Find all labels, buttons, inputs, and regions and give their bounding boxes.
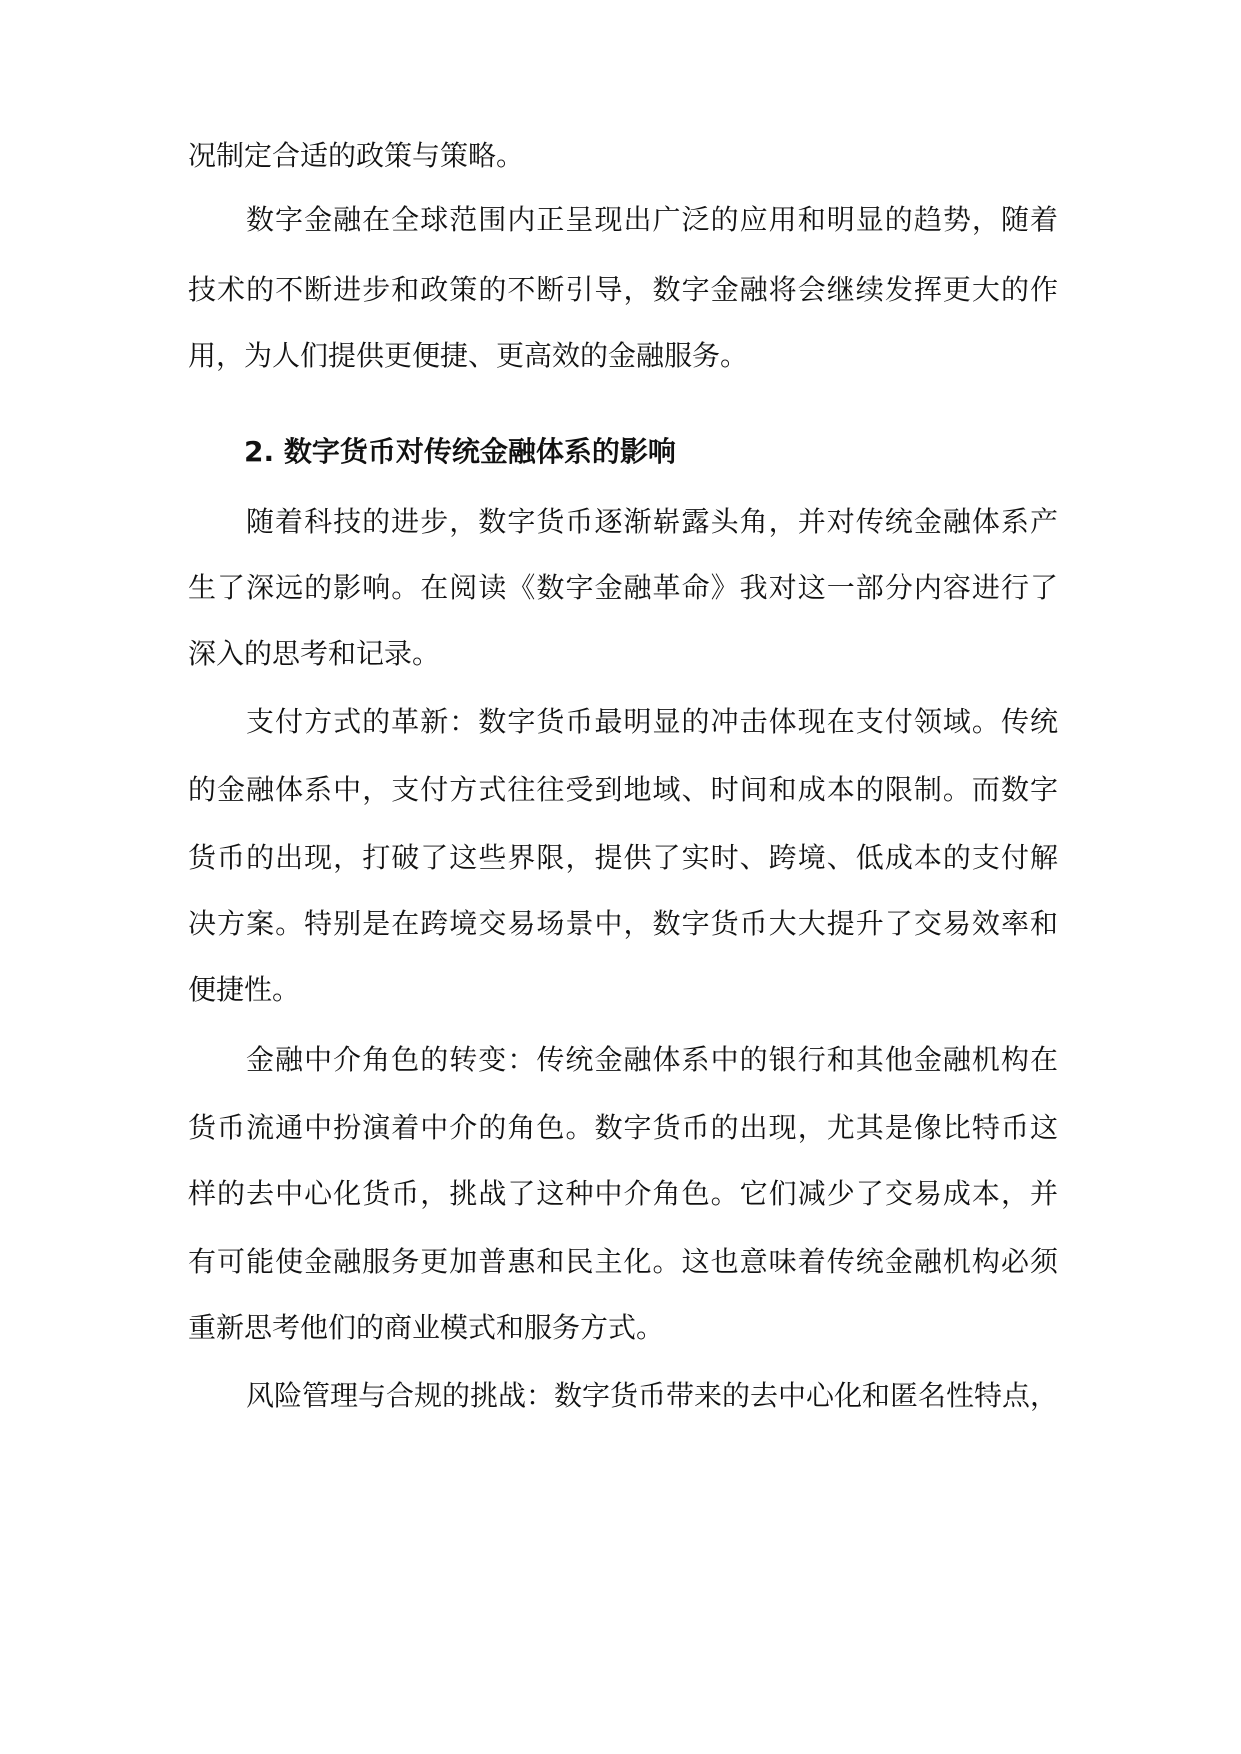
text-line: 用，为人们提供更便捷、更高效的金融服务。 — [188, 339, 749, 372]
text-line: 况制定合适的政策与策略。 — [188, 139, 525, 172]
text-line: 样的去中心化货币，挑战了这种中介角色。它们减少了交易成本，并 — [188, 1177, 1058, 1210]
text-line: 重新思考他们的商业模式和服务方式。 — [188, 1311, 665, 1344]
text-line: 的金融体系中，支付方式往往受到地域、时间和成本的限制。而数字 — [188, 773, 1058, 806]
text-line: 风险管理与合规的挑战：数字货币带来的去中心化和匿名性特点， — [246, 1379, 1059, 1412]
text-line: 金融中介角色的转变：传统金融体系中的银行和其他金融机构在 — [246, 1043, 1058, 1076]
text-line: 生了深远的影响。在阅读《数字金融革命》我对这一部分内容进行了 — [188, 571, 1058, 604]
text-line: 便捷性。 — [188, 973, 301, 1006]
text-line: 技术的不断进步和政策的不断引导，数字金融将会继续发挥更大的作 — [188, 273, 1058, 306]
text-line: 支付方式的革新：数字货币最明显的冲击体现在支付领域。传统 — [246, 705, 1058, 738]
section-heading: 2. 数字货币对传统金融体系的影响 — [244, 435, 676, 468]
text-line: 深入的思考和记录。 — [188, 637, 441, 670]
text-line: 有可能使金融服务更加普惠和民主化。这也意味着传统金融机构必须 — [188, 1245, 1058, 1278]
text-line: 决方案。特别是在跨境交易场景中，数字货币大大提升了交易效率和 — [188, 907, 1058, 940]
text-line: 货币的出现，打破了这些界限，提供了实时、跨境、低成本的支付解 — [188, 841, 1058, 874]
text-line: 随着科技的进步，数字货币逐渐崭露头角，并对传统金融体系产 — [246, 505, 1058, 538]
text-line: 货币流通中扮演着中介的角色。数字货币的出现，尤其是像比特币这 — [188, 1111, 1058, 1144]
text-line: 数字金融在全球范围内正呈现出广泛的应用和明显的趋势，随着 — [246, 203, 1058, 236]
